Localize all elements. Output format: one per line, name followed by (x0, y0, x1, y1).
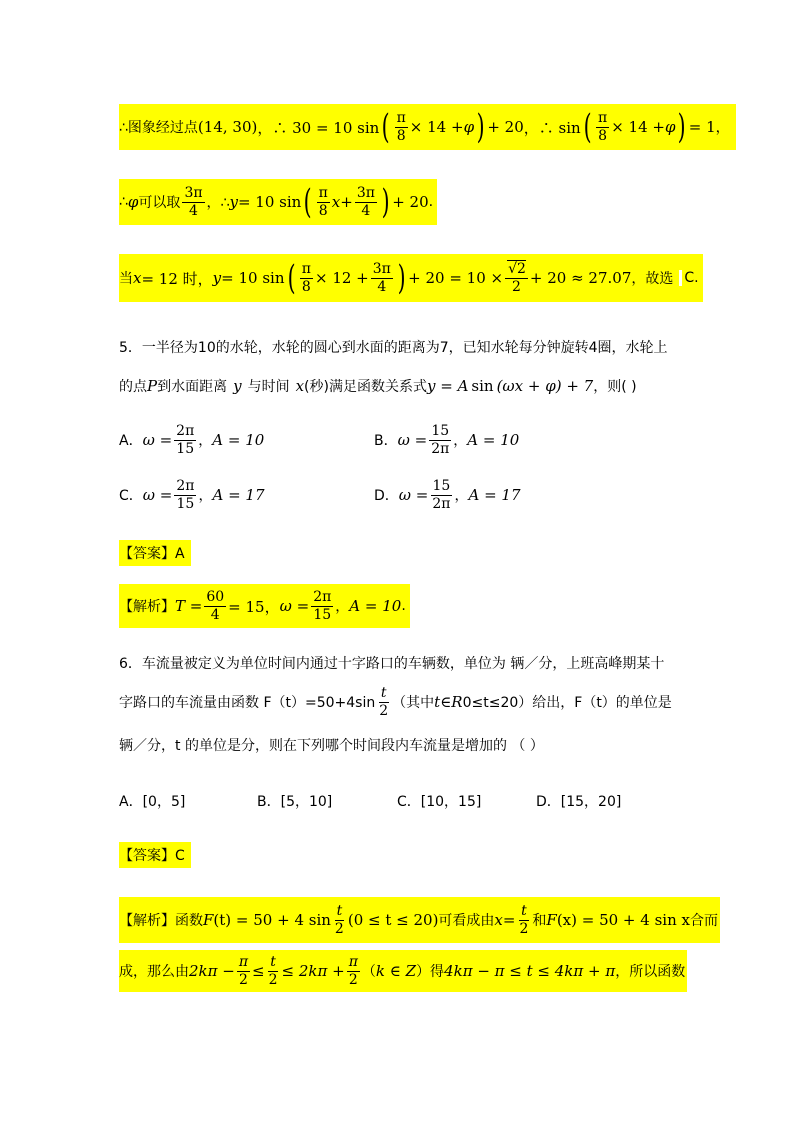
q6-an1-domain: (0 ≤ t ≤ 20) (347, 911, 439, 929)
q5-option-b (374, 420, 519, 460)
q6-an1-text-a: 函数 (175, 913, 203, 929)
prev-l1-times: × 14 + (409, 118, 464, 136)
q5-stem-line-1 (119, 336, 668, 358)
q6-stem-line-1 (119, 652, 664, 674)
phi-symbol: φ (664, 118, 676, 136)
option-label: A． (119, 433, 143, 449)
prev-l3-eq12: = 12 时， (141, 269, 213, 288)
q6-an2-upper: ≤ 2kπ + (281, 962, 345, 980)
pi-over-8-fraction: $\frac{\pi}{8}$ (597, 110, 608, 144)
omega-eq: ω = (142, 431, 173, 449)
phi-symbol: φ (463, 118, 475, 136)
prev-l3-when: 当 (119, 271, 133, 287)
q5-stem-text-2e: ，则( ) (593, 379, 637, 395)
real-set: R (451, 693, 463, 711)
omega-fraction: $\frac{15}{2\pi}$ (432, 478, 451, 512)
q6-stem-text-2a: 字路口的车流量由函数 F（t）=50+4sin (119, 695, 376, 711)
q6-an1-text-h: 合而 (689, 913, 718, 929)
option-sep: ， (454, 488, 469, 504)
q5-answer-text: 【答案】A (119, 546, 185, 562)
q5-stem-text-2b: 到水面距离 (157, 379, 228, 395)
left-paren: ( (583, 107, 592, 147)
option-sep: ， (453, 433, 468, 449)
q6-answer-text: 【答案】C (119, 848, 185, 864)
x-var: x (133, 269, 142, 287)
right-paren: ) (397, 258, 406, 298)
prev-line-1 (119, 104, 736, 150)
option-label: C． (119, 488, 143, 504)
three-pi-over-4-fraction: $\frac{3\pi}{4}$ (372, 261, 391, 295)
q6-stem-text-2b: （其中 (392, 695, 435, 711)
right-paren: ) (678, 107, 687, 147)
x-var: x (331, 193, 341, 211)
pi-over-2-fraction: $\frac{\pi}{2}$ (238, 954, 249, 988)
q6-stem-line-2 (119, 682, 672, 722)
t-var: t (434, 693, 441, 711)
sqrt2-over-2-fraction: $\frac{√2}{2}$ (505, 261, 528, 294)
x-var: x (494, 911, 503, 929)
q5-formula-sin: sin (471, 377, 494, 395)
q6-an1-text-d: 可看成由 (438, 913, 495, 929)
prev-line-3 (119, 254, 703, 302)
period-eq: T = (175, 597, 203, 615)
three-pi-over-4-fraction: $\frac{3\pi}{4}$ (356, 185, 375, 219)
q6-option-d (536, 790, 621, 812)
y-var: y (233, 377, 242, 395)
prev-l3-calc: + 20 = 10 × (408, 269, 504, 287)
prev-l3-choose: ，故选 (631, 271, 674, 287)
q6-an2-text-f: ，所以函数 (615, 964, 686, 980)
analysis-label: 【解析】 (119, 599, 175, 615)
option-label: B． (374, 433, 398, 449)
amplitude-eq: A = 10 (467, 431, 520, 449)
left-paren: ( (287, 258, 296, 298)
prev-l2-period: . (428, 194, 434, 210)
q5-option-d (374, 475, 521, 515)
q5-option-c (119, 475, 265, 515)
q5-stem-text-2d: (秒)满足函数关系式 (304, 379, 427, 395)
option-sep: ， (198, 433, 213, 449)
prev-l2-cantake: 可以取 (138, 195, 181, 211)
prev-l3-result: + 20 ≈ 27.07 (529, 269, 632, 287)
x-var: x (295, 377, 305, 395)
y-var: y (212, 269, 222, 287)
q6-an1-and: 和 (532, 913, 547, 929)
point-p: P (147, 377, 158, 395)
q5-stem-text-2c: 与时间 (247, 379, 290, 395)
f-var: F (546, 911, 557, 929)
q6-answer (119, 842, 191, 868)
prev-l2-plus20: + 20 (392, 193, 429, 211)
q6-analysis-line-2 (119, 950, 687, 992)
q6-stem-text-2c: 0≤t≤20）给出，F（t）的单位是 (462, 695, 672, 711)
omega-fraction: $\frac{15}{2\pi}$ (431, 423, 450, 457)
q6-option-c-text: C．[10，15] (397, 794, 482, 810)
q5-formula-c: (ωx + φ) + 7 (496, 377, 594, 395)
q6-an1-eq: = (502, 911, 516, 929)
amplitude-eq: A = 17 (468, 486, 521, 504)
q6-an2-text-d: ）得 (416, 964, 445, 980)
left-paren: ( (381, 107, 390, 147)
q6-stem-line-3 (119, 734, 544, 756)
q5-formula-a: y = A (426, 377, 469, 395)
q6-option-c (397, 790, 481, 812)
q6-stem-text-3: 辆／分，t 的单位是分，则在下列哪个时间段内车流量是增加的 （ ） (119, 738, 544, 754)
q5-stem-text-2a: 的点 (119, 379, 147, 395)
phi-symbol: φ (127, 193, 139, 211)
analysis-sep: ， (335, 599, 350, 615)
prev-l2-comma: ，∴ (206, 195, 230, 211)
prev-l1-comma: ， (715, 120, 730, 136)
pi-over-2-fraction: $\frac{\pi}{2}$ (348, 954, 358, 988)
prev-line-2 (119, 179, 437, 225)
omega-eq: ω = (397, 431, 428, 449)
prev-l2-therefore: ∴ (119, 194, 128, 210)
prev-l1-plus20: + 20 (487, 118, 524, 136)
q6-an2-text-a: 成，那么由 (119, 964, 189, 980)
q6-an1-func2: (x) = 50 + 4 sin x (556, 911, 690, 929)
omega-eq: ω = (279, 597, 310, 615)
prev-l2-eq: = 10 sin (237, 193, 302, 211)
f-var: F (203, 911, 214, 929)
q6-an2-interval: 4kπ − π ≤ t ≤ 4kπ + π (444, 962, 616, 980)
q5-answer (119, 540, 191, 566)
y-var: y (229, 193, 238, 211)
amplitude-eq: A = 10 (212, 431, 265, 449)
amplitude-eq: A = 17 (212, 486, 265, 504)
period-value: = 15， (228, 597, 280, 616)
q6-an1-func: (t) = 50 + 4 sin (213, 911, 331, 929)
element-of: ∈ (440, 693, 452, 711)
q6-an2-lower: 2kπ − (189, 962, 235, 980)
prev-l1-eq1: = 1 (688, 118, 716, 136)
t-over-2-fraction: $\frac{t}{2}$ (379, 685, 389, 719)
prev-l1-sin: ，∴ sin (523, 118, 581, 137)
analysis-period: . (401, 598, 406, 614)
q6-option-b-text: B．[5，10] (257, 794, 333, 810)
prev-l1-point: (14, 30) (197, 118, 258, 136)
q6-option-d-text: D．[15，20] (536, 794, 622, 810)
pi-over-8-fraction: $\frac{\pi}{8}$ (318, 185, 328, 219)
sixty-over-four-fraction: $\frac{60}{4}$ (206, 589, 225, 623)
right-paren: ) (381, 182, 390, 222)
prev-l1-times2: × 14 + (611, 118, 665, 136)
q6-option-a (119, 790, 185, 812)
left-paren: ( (303, 182, 312, 222)
prev-l1-text-a: ∴图象经过点 (119, 120, 198, 136)
k-in-z: k ∈ Z (375, 962, 417, 980)
t-over-2-fraction: $\frac{t}{2}$ (519, 903, 529, 937)
pi-over-8-fraction: $\frac{\pi}{8}$ (396, 110, 406, 144)
omega-fraction: $\frac{2\pi}{15}$ (176, 478, 195, 512)
q5-analysis (119, 584, 410, 628)
prev-l2-plus: + (340, 193, 353, 211)
pi-over-8-fraction: $\frac{\pi}{8}$ (301, 261, 311, 295)
q6-option-a-text: A．[0，5] (119, 794, 186, 810)
le-symbol: ≤ (252, 962, 265, 980)
omega-eq: ω = (398, 486, 429, 504)
amplitude-eq: A = 10 (349, 597, 402, 615)
omega-fraction: $\frac{2\pi}{15}$ (313, 589, 332, 623)
q6-an2-paren-open: （ (361, 964, 376, 980)
option-label: D． (374, 488, 399, 504)
q5-stem-text-1: 5．一半径为10的水轮，水轮的圆心到水面的距离为7，已知水轮每分钟旋转4圈，水轮上 (119, 340, 668, 356)
q6-option-b (257, 790, 332, 812)
three-pi-over-4-fraction: $\frac{3\pi}{4}$ (184, 185, 203, 219)
omega-eq: ω = (142, 486, 173, 504)
right-paren: ) (476, 107, 485, 147)
analysis-label: 【解析】 (119, 913, 175, 929)
prev-l1-eq: ，∴ 30 = 10 sin (257, 118, 380, 137)
q5-option-a (119, 420, 264, 460)
q5-stem-line-2 (119, 372, 637, 400)
prev-l3-choice: C. (679, 270, 698, 286)
option-sep: ， (198, 488, 213, 504)
q6-stem-text-1: 6．车流量被定义为单位时间内通过十字路口的车辆数，单位为 辆／分，上班高峰期某十 (119, 656, 665, 672)
prev-l3-sin: = 10 sin (221, 269, 285, 287)
q6-analysis-line-1 (119, 897, 720, 943)
t-over-2-fraction: $\frac{t}{2}$ (334, 903, 344, 937)
prev-l3-times: × 12 + (314, 269, 369, 287)
omega-fraction: $\frac{2\pi}{15}$ (176, 423, 195, 457)
t-over-2-fraction: $\frac{t}{2}$ (268, 954, 278, 988)
